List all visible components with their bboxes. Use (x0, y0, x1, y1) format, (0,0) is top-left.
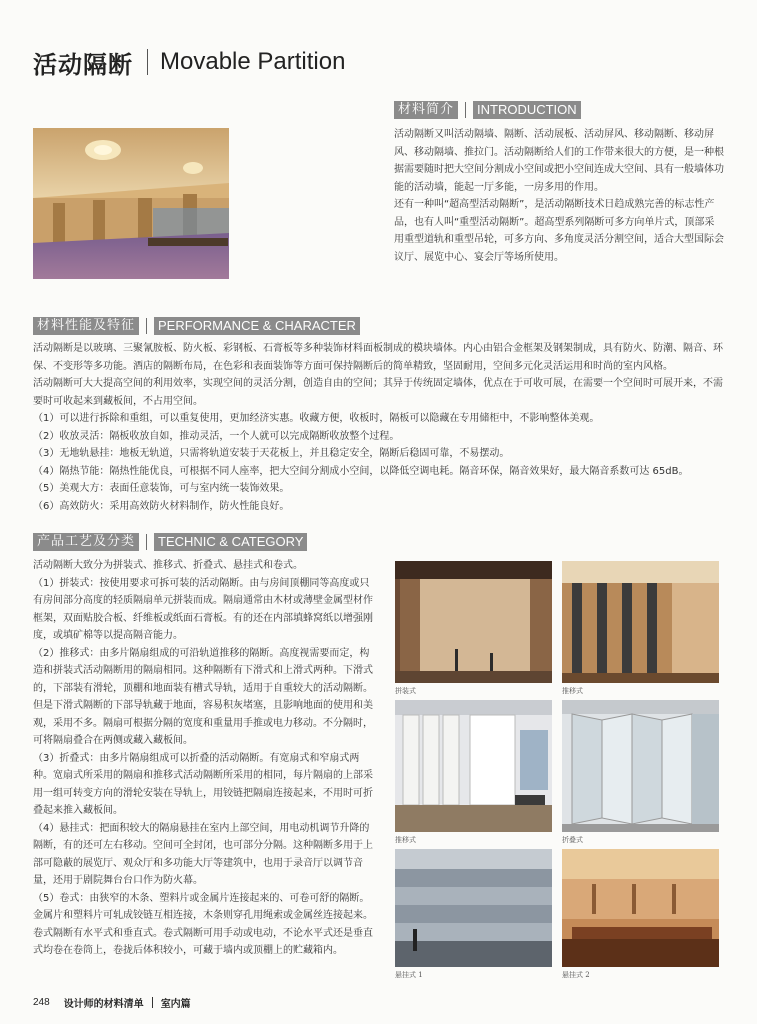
performance-paragraph: 活动隔断是以玻璃、三聚氰胺板、防火板、彩钢板、石膏板等多种装饰材料面板制成的模块墙体。内心由铝合金框架及钢架制成，具有防火、防潮、隔音、环保、不变形等多功能。酒店的隔断布局，在色彩和表面装饰等方面可保持隔断后的简单精致，坚固耐用，空间多元化灵活运用和时尚的室内风格。 (33, 343, 723, 372)
page-title (33, 44, 345, 80)
performance-paragraph: 活动隔断可大大提高空间的利用效率，实现空间的灵活分割，创造自由的空间；其异于传统固定墙体，优点在于可收可展，在需要一个空间时可展开来，不需要时可收起来到藏板间，不占用空间。 (33, 378, 723, 407)
intro-paragraph: 活动隔断又叫活动隔墙、隔断、活动展板、活动屏风、移动隔断、移动屏风、移动隔墙、推拉门。活动隔断给人们的工作带来很大的方便，是一种根据需要随时把大空间分割成小空间或把小空间连成大空间、具有一般墙体功能的活动墙，能起一厅多能，一房多用的作用。 (394, 129, 724, 193)
performance-item: （3）无地轨悬挂：地板无轨道，只需将轨道安装于天花板上，并且稳定安全，隔断后稳固可靠，不易摆动。 (33, 448, 510, 459)
technic-heading-zh: 产品工艺及分类 (33, 533, 139, 551)
intro-paragraph: 还有一种叫“超高型活动隔断”，是活动隔断技术日趋成熟完善的标志性产品，也有人叫“重型活动隔断”。超高型系列隔断可多方向单片式，顶部采用重型道轨和重型吊轮，可多方向、多角度灵活分割空间，适合大型国际会议厅、展览中心、宴会厅等场所使用。 (394, 199, 724, 263)
banquet-hall-photo (33, 128, 229, 279)
technic-item: （1）拼装式：按使用要求可拆可装的活动隔断。由与房间顶棚同等高度或只有房间部分高度的轻质隔扇单元拼装而成。隔扇通常由木材或薄壁金属型材作框架，双面贴胶合板、纤维板或纸面石膏板。有的还在内部填蜂窝纸以增强刚度，或填矿棉等以提高隔音能力。 (33, 577, 373, 641)
performance-item: （1）可以进行拆除和重组，可以重复使用，更加经济实惠。收藏方便，收板时，隔板可以隐藏在专用储柜中，不影响整体美观。 (33, 413, 600, 424)
performance-item: （5）美观大方：表面任意装饰，可与室内统一装饰效果。 (33, 483, 290, 494)
title-en: Movable Partition (160, 48, 346, 75)
performance-text (33, 340, 723, 515)
title-zh: 活动隔断 (33, 50, 133, 79)
sliding-partition-photo-2 (395, 700, 552, 832)
technic-text (33, 557, 379, 960)
volume-name: 室内篇 (160, 999, 191, 1010)
sliding-partition-photo-1 (562, 561, 719, 683)
technic-heading-en: TECHNIC & CATEGORY (154, 533, 307, 551)
caption-assembled: 拼装式 (395, 687, 416, 695)
performance-item: （4）隔热节能：隔热性能优良，可根据不同人座率，把大空间分割成小空间，以降低空调电耗。隔音环保，隔音效果好，最大隔音系数可达 65dB。 (33, 465, 689, 477)
caption-hanging-2: 悬挂式 2 (562, 971, 590, 979)
assembled-partition-photo (395, 561, 552, 683)
caption-hanging-1: 悬挂式 1 (395, 971, 423, 979)
performance-heading (33, 317, 360, 335)
performance-item: （6）高效防火：采用高效防火材料制作，防火性能良好。 (33, 500, 290, 512)
technic-item: （3）折叠式：由多片隔扇组成可以折叠的活动隔断。有宽扇式和窄扇式两种。宽扇式所采用的隔扇和推移式活动隔断所采用的相同，每片隔扇的上部采用一组可转变方向的滑轮安装在导轨上，用铰链把隔扇连接起来，不用时可折叠起来推入藏板间。 (33, 752, 373, 816)
intro-text (394, 126, 724, 266)
technic-item: （4）悬挂式：把面积较大的隔扇悬挂在室内上部空间，用电动机调节升降的隔断，有的还可左右移动。空间可全封闭，也可部分分隔。这种隔断多用于上部可隐蔽的展览厅、观众厅和多功能大厅等建筑中，也用于录音厅以调节音量，还用于剧院舞台台口作为防火幕。 (33, 822, 373, 886)
footer-divider (152, 997, 153, 1008)
performance-item: （2）收放灵活：隔板收放自如，推动灵活，一个人就可以完成隔断收放整个过程。 (33, 430, 400, 442)
technic-paragraph: 活动隔断大致分为拼装式、推移式、折叠式、悬挂式和卷式。 (33, 560, 303, 571)
intro-heading (394, 101, 581, 119)
intro-heading-en: INTRODUCTION (473, 101, 581, 119)
performance-heading-en: PERFORMANCE & CHARACTER (154, 317, 360, 335)
book-title: 设计师的材料清单 (63, 999, 144, 1010)
caption-folding: 折叠式 (562, 836, 583, 844)
intro-heading-zh: 材料简介 (394, 101, 458, 119)
technic-heading-divider (146, 534, 147, 550)
folding-partition-photo (562, 700, 719, 832)
intro-heading-divider (465, 102, 466, 118)
page-footer (33, 995, 191, 1010)
page-number: 248 (33, 997, 50, 1008)
technic-item: （2）推移式：由多片隔扇组成的可沿轨道推移的隔断。高度视需要而定，构造和拼装式活动隔断用的隔扇相同。这种隔断有下滑式和上滑式两种。下滑式的，下部装有滑轮，顶棚和地面装有槽式导轨，适用于自重较大的活动隔断。但是下滑式隔断的下部导轨藏于地面，容易积灰堵塞，且影响地面的使用和美观，采用不多。隔扇可根据分隔的宽度和重量用手推或电力移动。不分隔时，可将隔扇叠合在两侧或藏入藏板间。 (33, 647, 373, 746)
caption-sliding-2: 推移式 (395, 836, 416, 844)
performance-heading-divider (146, 318, 147, 334)
title-divider (147, 49, 148, 75)
caption-sliding-1: 推移式 (562, 687, 583, 695)
technic-item: （5）卷式：由狭窄的木条、塑料片或金属片连接起来的、可卷可舒的隔断。金属片和塑料片可轧成铰链互相连接，木条则穿孔用绳索或金属丝连接起来。卷式隔断有水平式和垂直式。卷式隔断可用手动或电动，不论水平式还是垂直式均卷在卷筒上，卷拢后体积较小，可藏于墙内或顶棚上的贮藏箱内。 (33, 892, 373, 956)
hanging-partition-photo-1 (395, 849, 552, 967)
technic-heading (33, 533, 307, 551)
performance-heading-zh: 材料性能及特征 (33, 317, 139, 335)
hanging-partition-photo-2 (562, 849, 719, 967)
